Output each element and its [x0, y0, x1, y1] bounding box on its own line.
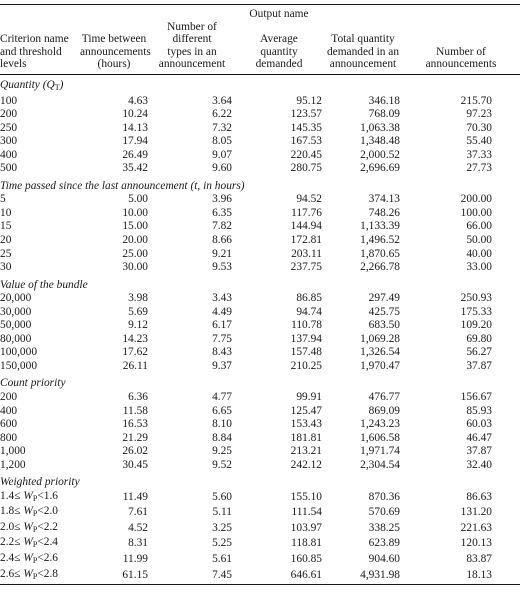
average-quantity-value: 220.45 — [290, 148, 322, 161]
time-between-value: 4.52 — [128, 521, 148, 534]
average-quantity-value: 237.75 — [290, 261, 322, 274]
time-between-value: 17.94 — [122, 135, 148, 148]
average-quantity-value: 117.76 — [291, 206, 322, 219]
time-between-value: 5.00 — [128, 193, 148, 206]
table-row — [0, 248, 520, 262]
total-quantity-value: 346.18 — [368, 94, 400, 107]
header-blank-4 — [324, 5, 402, 21]
announcements-value: 37.87 — [466, 445, 492, 458]
row-label: $2.4\le W_P<2.6$ — [0, 552, 59, 566]
table-row — [0, 391, 520, 405]
section-title: Count priority — [0, 377, 66, 390]
types-value: 7.75 — [212, 332, 232, 345]
types-value: 3.25 — [212, 521, 232, 534]
row-label: 20,000 — [0, 292, 32, 305]
types-value: 6.65 — [212, 404, 232, 417]
results-table — [0, 4, 520, 585]
types-value: 3.64 — [212, 94, 232, 107]
average-quantity-value: 213.21 — [290, 445, 322, 458]
announcements-value: 18.13 — [402, 568, 494, 585]
table-row — [0, 292, 520, 306]
time-between-value: 11.99 — [122, 553, 148, 566]
header-blank-1 — [78, 5, 150, 21]
types-value: 6.22 — [212, 108, 232, 121]
time-between-value: 10.24 — [122, 108, 148, 121]
row-label: 5 — [0, 193, 6, 206]
row-label: 1,200 — [0, 458, 26, 471]
total-quantity-value: 374.13 — [368, 193, 400, 206]
row-label: 400 — [0, 148, 18, 161]
row-label: 300 — [0, 135, 18, 148]
table-row — [0, 445, 520, 459]
time-between-value: 6.36 — [128, 391, 148, 403]
average-quantity-value: 95.12 — [296, 94, 322, 107]
average-quantity-value: 125.47 — [290, 404, 322, 417]
table-row — [0, 521, 520, 537]
row-label: 100 — [0, 94, 18, 107]
announcements-value: 55.40 — [466, 135, 492, 148]
total-quantity-value: 683.50 — [368, 319, 400, 332]
average-quantity-value: 153.43 — [290, 418, 322, 431]
announcements-value: 70.30 — [466, 121, 492, 134]
row-label: 30,000 — [0, 305, 32, 318]
section-row — [0, 373, 520, 391]
time-between-value: 26.11 — [122, 359, 148, 372]
header-blank-5 — [402, 5, 494, 21]
table-row — [0, 162, 520, 176]
announcements-value: 50.00 — [466, 233, 492, 246]
table-row — [0, 122, 520, 136]
announcements-value: 32.40 — [466, 458, 492, 471]
header-blank-2 — [150, 5, 234, 21]
average-quantity-value: 242.12 — [290, 458, 322, 471]
total-quantity-value: 570.69 — [368, 506, 400, 519]
section-title: Weighted priority — [0, 476, 80, 489]
header-total-quantity: Total quantity demanded in an announcement — [326, 33, 400, 71]
row-label: 200 — [0, 108, 18, 121]
header-criterion: Criterion name and threshold levels — [0, 33, 69, 71]
announcements-value: 60.03 — [466, 418, 492, 431]
row-label: 30 — [0, 261, 12, 274]
average-quantity-value: 172.81 — [290, 233, 322, 246]
announcements-value: 69.80 — [466, 332, 492, 345]
types-value: 3.43 — [212, 292, 232, 305]
table-row — [0, 568, 520, 585]
table-row — [0, 207, 520, 221]
total-quantity-value: 2,696.69 — [360, 162, 400, 175]
average-quantity-value: 160.85 — [290, 553, 322, 566]
table-row — [0, 505, 520, 521]
header-average-quantity: Average quantity demanded — [255, 33, 303, 71]
total-quantity-value: 869.09 — [368, 404, 400, 417]
time-between-value: 26.02 — [122, 445, 148, 458]
types-value: 7.32 — [212, 121, 232, 134]
announcements-value: 156.67 — [460, 391, 492, 403]
average-quantity-value: 155.10 — [290, 490, 322, 503]
row-label: $2.2\le W_P<2.4$ — [0, 536, 59, 550]
total-quantity-value: 1,069.28 — [360, 332, 400, 345]
types-value: 7.45 — [150, 568, 234, 585]
types-value: 6.35 — [212, 206, 232, 219]
total-quantity-value: 1,326.54 — [360, 346, 400, 359]
total-quantity-value: 425.75 — [368, 305, 400, 318]
row-label: 80,000 — [0, 332, 32, 345]
types-value: 3.96 — [212, 193, 232, 206]
time-between-value: 30.45 — [122, 458, 148, 471]
time-between-value: 14.13 — [122, 121, 148, 134]
section-title: Time passed since the last announcement (t, in hours) — [0, 179, 245, 192]
announcements-value: 37.87 — [466, 359, 492, 372]
time-between-value: 20.00 — [122, 233, 148, 246]
time-between-value: 17.62 — [122, 346, 148, 359]
header-output-name: Output name — [249, 8, 309, 20]
types-value: 8.43 — [212, 346, 232, 359]
average-quantity-value: 94.52 — [296, 193, 322, 206]
table-row — [0, 135, 520, 149]
row-label: 50,000 — [0, 319, 32, 332]
announcements-value: 131.20 — [460, 506, 492, 519]
time-between-value: 7.61 — [128, 506, 148, 519]
time-between-value: 8.31 — [128, 537, 148, 550]
types-value: 4.77 — [212, 391, 232, 403]
announcements-value: 46.47 — [466, 431, 492, 444]
table-row — [0, 261, 520, 275]
time-between-value: 30.00 — [122, 261, 148, 274]
announcements-value: 200.00 — [460, 193, 492, 206]
average-quantity-value: 145.35 — [290, 121, 322, 134]
row-label: $2.6\le W_P<2.8$ — [0, 568, 78, 585]
types-value: 6.17 — [212, 319, 232, 332]
total-quantity-value: 2,304.54 — [360, 458, 400, 471]
announcements-value: 66.00 — [466, 220, 492, 233]
row-label: 10 — [0, 206, 12, 219]
types-value: 9.53 — [212, 261, 232, 274]
types-value: 9.21 — [212, 247, 232, 260]
table-row — [0, 108, 520, 122]
announcements-value: 100.00 — [460, 206, 492, 219]
row-label: 100,000 — [0, 346, 38, 359]
average-quantity-value: 181.81 — [290, 431, 322, 444]
time-between-value: 5.69 — [128, 305, 148, 318]
table-row — [0, 490, 520, 506]
table-row — [0, 360, 520, 374]
announcements-value: 250.93 — [460, 292, 492, 305]
section-title: Quantity $(Q_T)$ — [0, 78, 64, 92]
average-quantity-value: 103.97 — [290, 521, 322, 534]
total-quantity-value: 1,870.65 — [360, 247, 400, 260]
table-row — [0, 95, 520, 109]
announcements-value: 215.70 — [460, 94, 492, 107]
header-time-between: Time between announcements (hours) — [80, 33, 151, 71]
announcements-value: 97.23 — [466, 108, 492, 121]
total-quantity-value: 870.36 — [368, 490, 400, 503]
average-quantity-value: 137.94 — [290, 332, 322, 345]
header-number-types: Number of different types in an announcement — [158, 20, 226, 71]
row-label: 150,000 — [0, 359, 38, 372]
announcements-value: 83.87 — [466, 553, 492, 566]
row-label: $1.4\le W_P<1.6$ — [0, 489, 59, 503]
total-quantity-value: 4,931.98 — [324, 568, 402, 585]
average-quantity-value: 646.61 — [234, 568, 324, 585]
row-label: 25 — [0, 247, 12, 260]
time-between-value: 11.49 — [122, 490, 148, 503]
types-value: 8.10 — [212, 418, 232, 431]
row-label: 200 — [0, 391, 18, 403]
total-quantity-value: 2,266.78 — [360, 261, 400, 274]
types-value: 5.60 — [212, 490, 232, 503]
table-row — [0, 220, 520, 234]
total-quantity-value: 297.49 — [368, 292, 400, 305]
average-quantity-value: 167.53 — [290, 135, 322, 148]
total-quantity-value: 768.09 — [368, 108, 400, 121]
table-row — [0, 432, 520, 446]
time-between-value: 9.12 — [128, 319, 148, 332]
types-value: 9.07 — [212, 148, 232, 161]
average-quantity-value: 111.54 — [291, 506, 322, 519]
types-value: 8.05 — [212, 135, 232, 148]
time-between-value: 61.15 — [78, 568, 150, 585]
announcements-value: 33.00 — [466, 261, 492, 274]
average-quantity-value: 86.85 — [296, 292, 322, 305]
announcements-value: 85.93 — [466, 404, 492, 417]
table-row — [0, 306, 520, 320]
time-between-value: 35.42 — [122, 162, 148, 175]
table-row — [0, 346, 520, 360]
total-quantity-value: 1,063.38 — [360, 121, 400, 134]
announcements-value: 40.00 — [466, 247, 492, 260]
table-row — [0, 418, 520, 432]
time-between-value: 4.63 — [128, 94, 148, 107]
row-label: 250 — [0, 121, 18, 134]
types-value: 5.25 — [212, 537, 232, 550]
section-title: Value of the bundle — [0, 278, 88, 291]
total-quantity-value: 1,971.74 — [360, 445, 400, 458]
announcements-value: 120.13 — [460, 537, 492, 550]
types-value: 9.52 — [212, 458, 232, 471]
table-row — [0, 333, 520, 347]
average-quantity-value: 99.91 — [296, 391, 322, 403]
row-label: 1,000 — [0, 445, 26, 458]
header-number-announcements: Number of announcements — [425, 45, 497, 71]
time-between-value: 14.23 — [122, 332, 148, 345]
types-value: 9.25 — [212, 445, 232, 458]
announcements-value: 56.27 — [466, 346, 492, 359]
section-row — [0, 74, 520, 94]
average-quantity-value: 210.25 — [290, 359, 322, 372]
section-row — [0, 472, 520, 490]
row-label: $2.0\le W_P<2.2$ — [0, 520, 59, 534]
section-row — [0, 176, 520, 194]
row-label: 400 — [0, 404, 18, 417]
time-between-value: 26.49 — [122, 148, 148, 161]
table-row — [0, 319, 520, 333]
types-value: 9.60 — [212, 162, 232, 175]
table-row — [0, 193, 520, 207]
announcements-value: 27.73 — [466, 162, 492, 175]
row-label: 500 — [0, 162, 18, 175]
types-value: 7.82 — [212, 220, 232, 233]
row-label: $1.8\le W_P<2.0$ — [0, 505, 59, 519]
average-quantity-value: 157.48 — [290, 346, 322, 359]
types-value: 8.66 — [212, 233, 232, 246]
total-quantity-value: 2,000.52 — [360, 148, 400, 161]
announcements-value: 221.63 — [460, 521, 492, 534]
table-row — [0, 149, 520, 163]
section-row — [0, 275, 520, 293]
average-quantity-value: 203.11 — [291, 247, 322, 260]
total-quantity-value: 1,496.52 — [360, 233, 400, 246]
types-value: 4.49 — [212, 305, 232, 318]
average-quantity-value: 144.94 — [290, 220, 322, 233]
average-quantity-value: 280.75 — [290, 162, 322, 175]
table-body — [0, 74, 520, 584]
table-row — [0, 405, 520, 419]
announcements-value: 86.63 — [466, 490, 492, 503]
header-blank-left — [0, 5, 78, 21]
table-row — [0, 459, 520, 473]
types-value: 5.11 — [212, 506, 232, 519]
time-between-value: 11.58 — [122, 404, 148, 417]
total-quantity-value: 748.26 — [368, 206, 400, 219]
types-value: 9.37 — [212, 359, 232, 372]
total-quantity-value: 904.60 — [368, 553, 400, 566]
average-quantity-value: 110.78 — [291, 319, 322, 332]
types-value: 8.84 — [212, 431, 232, 444]
time-between-value: 3.98 — [128, 292, 148, 305]
total-quantity-value: 1,606.58 — [360, 431, 400, 444]
total-quantity-value: 1,348.48 — [360, 135, 400, 148]
total-quantity-value: 1,970.47 — [360, 359, 400, 372]
announcements-value: 109.20 — [460, 319, 492, 332]
average-quantity-value: 94.74 — [296, 305, 322, 318]
total-quantity-value: 338.25 — [368, 521, 400, 534]
time-between-value: 21.29 — [122, 431, 148, 444]
time-between-value: 15.00 — [122, 220, 148, 233]
table-row — [0, 552, 520, 568]
total-quantity-value: 1,243.23 — [360, 418, 400, 431]
total-quantity-value: 623.89 — [368, 537, 400, 550]
table-row — [0, 234, 520, 248]
time-between-value: 16.53 — [122, 418, 148, 431]
average-quantity-value: 118.81 — [291, 537, 322, 550]
announcements-value: 175.33 — [460, 305, 492, 318]
total-quantity-value: 1,133.39 — [360, 220, 400, 233]
table-row — [0, 536, 520, 552]
types-value: 5.61 — [212, 553, 232, 566]
row-label: 20 — [0, 233, 12, 246]
time-between-value: 10.00 — [122, 206, 148, 219]
row-label: 15 — [0, 220, 12, 233]
row-label: 600 — [0, 418, 18, 431]
row-label: 800 — [0, 431, 18, 444]
average-quantity-value: 123.57 — [290, 108, 322, 121]
time-between-value: 25.00 — [122, 247, 148, 260]
total-quantity-value: 476.77 — [368, 391, 400, 403]
announcements-value: 37.33 — [466, 148, 492, 161]
